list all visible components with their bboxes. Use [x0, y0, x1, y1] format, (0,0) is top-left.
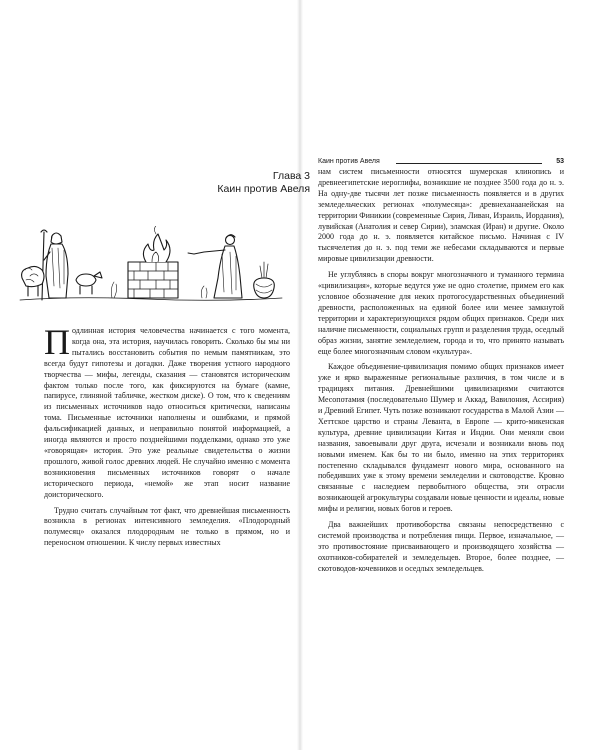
left-paragraph [44, 322, 290, 501]
drop-cap: П [44, 322, 70, 362]
left-paragraph: Трудно считать случайным тот факт, что древнейшая письменность возникла в регионах интенсивного земледелия. «Плодородный полумесяц» оказался плодородным не только в прямом, но и переносном отношении. К числу первых известных [44, 505, 290, 548]
page-number: 53 [556, 158, 564, 165]
chapter-number: Глава 3 [272, 170, 310, 182]
right-page-text [318, 167, 564, 575]
right-paragraph: нам систем письменности относятся шумерская клинопись и древнеегипетские иероглифы, возникшие не позднее 3500 года до н. э. На одну-две тысячи лет позже письменность появляется и в других земледельческих регионах «полумесяца»: древнеханаанейская на территории Финикии (современные Сирия, Ливан, Израиль, Иордания), лувийская (Анатолия и север Сирии), эламская (Иран) и другие. Около 2000 года до н. э. появляется китайское письмо. Начиная с IV тысячелетия до н. э. под теми же небесами складываются и первые мировые цивилизации древности. [318, 167, 564, 264]
right-paragraph: Два важнейших противоборства связаны непосредственно с системой производства и потребления пищи. Первое, изначальное, — это противостояние присваивающего и производящего хозяйства — охотников-собирателей и земледельцев. Второе, более позднее, — скотоводов-кочевников и оседлых земледельцев. [318, 520, 564, 573]
left-page-text [44, 322, 290, 549]
running-head-rule [396, 163, 542, 164]
running-head-title: Каин против Авеля [318, 158, 380, 165]
right-paragraph: Каждое объединение-цивилизация помимо общих признаков имеет уже и ярко выраженные региональные различия, в том числе и в традициях питания. Древнейшими цивилизациями считаются Месопотамия (последовательно Шумер и Аккад, Вавилония, Ассирия) и Древний Египет. Чуть позже возникают государства в Малой Азии — Хеттское царство и страны Леванта, в Европе — крито-микенская культура, древние цивилизации Китая и Индии. Они меняли свои названия, завоевывали друг друга, исчезали и возникали вновь под новыми именем. Как бы то ни было, именно на этих территориях постепенно складывался фундамент нового мира, основанного на победивших уже к этому времени земледелии и скотоводстве. Кровно связанные с наследием первобытного общества, эти отрасли возникающей агрокультуры создавали новые ценности и идеалы, новые мифы и религии, новых богов и героев. [318, 362, 564, 514]
right-paragraph: Не углубляясь в споры вокруг многозначного и туманного термина «цивилизация», которые ведутся уже не одно столетие, примем его как условное обозначение для неких протогосударственных объединений древности, расположенных на единой более или менее замкнутой территории и характеризующихся рядом общих признаков. Среди них наличие письменности, социальных групп и разделения труда, оседлый образ жизни, занятие земледелием, города и то, что принято называть еще более многозначным словом «культура». [318, 270, 564, 356]
book-gutter [297, 0, 303, 750]
chapter-heading [200, 170, 310, 196]
left-paragraph-text: одлинная история человечества начинается с того момента, когда она, эта история, научилась говорить. Сколько бы мы ни пытались восстановить события по немым памятникам, это всегда будут гипотезы и догадки. Даже творения устного народного творчества — мифы, легенды, сказания — становятся историческим фактом только после того, как фиксируются на бумаге (камне, папирусе, глиняной табличке, жестком диске). О том, что к сведениям из письменных источников надо относиться критически, написаны тома. Письменные источники наполнены и ошибками, и прямой фальсификацией данных, и неправильно понятой информацией, а иногда являются и просто позднейшими подделками, однако это уже «говорящая» история. Это уже реальные свидетельства о жизни прошлого, живой голос древних людей. Не случайно именно с момента возникновения письменных источников говорят о начале исторического периода, «немой» же этап носит название доисторического. [44, 326, 290, 499]
cain-abel-sacrifice-illustration-icon [16, 226, 286, 306]
chapter-title: Каин против Авеля [217, 183, 310, 195]
